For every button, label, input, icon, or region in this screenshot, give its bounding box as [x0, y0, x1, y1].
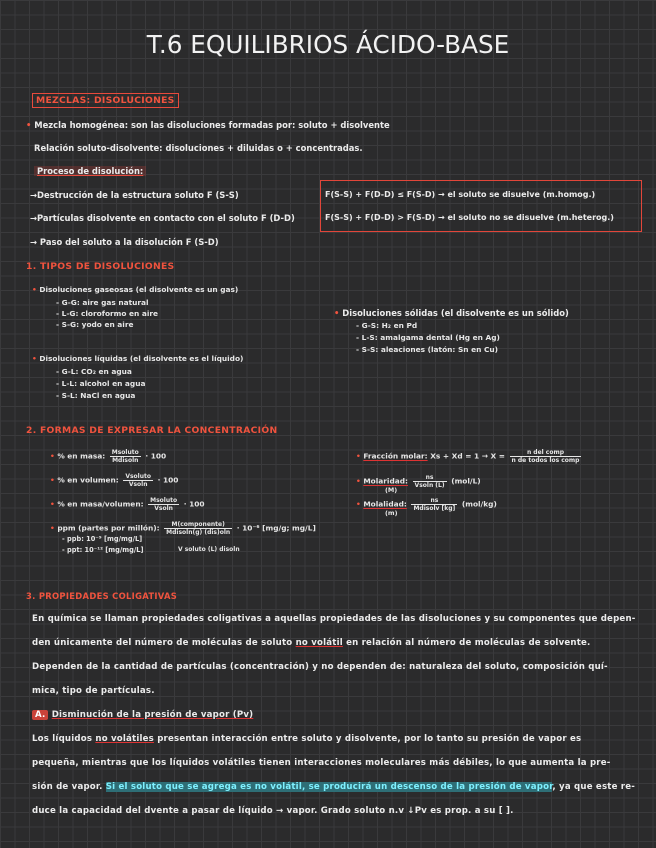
q1b: presentan interacción entre soluto y disolvente, por lo tanto su presión de vapor es	[157, 734, 582, 744]
ppm-fraction	[164, 521, 232, 536]
q3b: , ya que este re-	[552, 782, 636, 792]
mezcla-line	[26, 120, 390, 130]
ppm-label: ppm (partes por millón):	[57, 523, 160, 533]
liquidas-item-1: - G-L: CO₂ en agua	[56, 367, 132, 376]
vol-label: % en volumen:	[57, 475, 119, 485]
masavol-formula	[50, 497, 205, 512]
fraccion-eq: Xs + Xd = 1 → X =	[430, 451, 505, 461]
box-line-2: F(S-S) + F(D-D) > F(S-D) → el soluto no se disuelve (m.heterog.)	[325, 213, 614, 222]
molalidad-fraction	[411, 497, 457, 512]
gaseosas-title	[32, 285, 238, 294]
disolucion-condition-box	[320, 180, 642, 232]
bullet-icon: •	[356, 476, 361, 486]
solidas-item-2: - L-S: amalgama dental (Hg en Ag)	[356, 333, 500, 342]
page-title: T.6 EQUILIBRIOS ÁCIDO-BASE	[146, 30, 510, 59]
gaseosas-item-2: - L-G: cloroformo en aire	[56, 309, 159, 318]
molaridad-symbol: (M)	[385, 486, 398, 494]
ppt-line: - ppt: 10⁻¹² [mg/mg/L]	[62, 546, 144, 554]
molalidad-label: Molalidad:	[363, 499, 407, 509]
step-3: → Paso del soluto a la disolución F (S-D)	[30, 237, 219, 247]
q-line-2: pequeña, mientras que los líquidos volátiles tienen interacciones moleculares más débiles, lo que aumenta la pre-	[32, 758, 611, 768]
ppm-den: Mdisoln(g) (dis)oln	[166, 529, 231, 536]
molaridad-unit: (mol/L)	[451, 476, 481, 486]
liquidas-item-3: - S-L: NaCl en agua	[56, 391, 136, 400]
bullet-icon: •	[26, 120, 32, 130]
mv-tail: · 100	[183, 499, 205, 509]
bullet-icon: •	[32, 285, 37, 294]
vol-den: Vsoln	[128, 481, 148, 488]
liquidas-title	[32, 354, 243, 363]
fraccion-num: n del comp	[510, 449, 582, 457]
q3-highlight: Si el soluto que se agrega es no volátil, se producirá un descenso de la presión de vapor	[105, 782, 553, 792]
gaseosas-item-1: - G-G: aire gas natural	[56, 298, 149, 307]
liquidas-item-2: - L-L: alcohol en agua	[56, 379, 146, 388]
mezcla-text: son las disoluciones formadas por: soluto + disolvente	[131, 120, 390, 130]
ppm-num: M(componente)	[164, 521, 232, 529]
mezcla-label: Mezcla homogénea:	[34, 120, 129, 130]
vdisoln-note: V soluto (L) disoln	[178, 546, 240, 553]
bullet-icon: •	[50, 499, 55, 509]
bullet-icon: •	[356, 499, 361, 509]
fraccion-den: n de todos los comp	[511, 457, 580, 464]
bullet-icon: •	[334, 308, 340, 318]
molaridad-fraction	[413, 474, 447, 489]
bullet-icon: •	[32, 354, 37, 363]
liquidas-title-text: Disoluciones líquidas (el disolvente es el líquido)	[39, 354, 244, 363]
mv-fraction	[148, 497, 179, 512]
molaridad-formula	[356, 474, 481, 489]
vol-tail: · 100	[157, 475, 179, 485]
para-line-1: En química se llaman propiedades coligativas a aquellas propiedades de las disoluciones y su componentes que depen-	[32, 614, 636, 624]
relacion-line: Relación soluto-disolvente: disoluciones + diluidas o + concentradas.	[34, 143, 363, 153]
q-line-1	[32, 734, 581, 744]
heading-mezclas: MEZCLAS: DISOLUCIONES	[32, 93, 179, 108]
solidas-item-1: - G-S: H₂ en Pd	[356, 321, 418, 330]
gaseosas-title-text: Disoluciones gaseosas (el disolvente es un gas)	[39, 285, 239, 294]
ppm-formula	[50, 521, 316, 536]
solidas-title-text: Disoluciones sólidas (el disolvente es un sólido)	[342, 308, 569, 318]
para-line-2	[32, 638, 591, 648]
para-2b: en relación al número de moléculas de solvente.	[346, 638, 591, 648]
masa-formula	[50, 449, 166, 464]
masa-fraction	[110, 449, 141, 464]
molaridad-num: ns	[413, 474, 447, 482]
masa-num: Msoluto	[111, 449, 139, 456]
heading-formas: 2. FORMAS DE EXPRESAR LA CONCENTRACIÓN	[26, 425, 278, 436]
ppm-tail: · 10⁻⁶ [mg/g; mg/L]	[236, 523, 316, 533]
solidas-item-3: - S-S: aleaciones (latón: Sn en Cu)	[356, 345, 499, 354]
para-2a: den únicamente del número de moléculas de soluto	[32, 638, 293, 648]
molaridad-label: Molaridad:	[363, 476, 408, 486]
bullet-icon: •	[356, 451, 361, 461]
proceso-heading: Proceso de disolución:	[34, 166, 146, 176]
vol-fraction	[123, 473, 153, 488]
bullet-icon: •	[50, 475, 55, 485]
fraccion-fraction	[510, 449, 582, 464]
para-2-underline: no volátil	[295, 638, 343, 648]
masa-tail: · 100	[145, 451, 167, 461]
mv-den: Vsoln	[154, 505, 173, 512]
molalidad-formula	[356, 497, 497, 512]
fraccion-formula	[356, 449, 583, 464]
solidas-title	[334, 308, 569, 318]
mv-num: Msoluto	[150, 497, 178, 504]
q1-underline: no volátiles	[95, 734, 154, 744]
vol-num: Vsoluto	[125, 473, 151, 480]
q-line-4: duce la capacidad del dvente a pasar de líquido → vapor. Grado soluto n.v ↓Pv es prop. a su [ ].	[32, 806, 514, 816]
subsection-title: Disminución de la presión de vapor (Pv)	[51, 710, 254, 720]
heading-tipos: 1. TIPOS DE DISOLUCIONES	[26, 261, 175, 272]
masa-label: % en masa:	[57, 451, 106, 461]
mv-label: % en masa/volumen:	[57, 499, 144, 509]
step-2: →Partículas disolvente en contacto con el soluto F (D-D)	[30, 213, 295, 223]
subsection-a	[32, 710, 253, 720]
molaridad-den: Vsoln (L)	[414, 482, 445, 489]
q3a: sión de vapor.	[32, 782, 103, 792]
bullet-icon: •	[50, 451, 55, 461]
bullet-icon: •	[50, 523, 55, 533]
para-line-4: mica, tipo de partículas.	[32, 686, 155, 696]
para-line-3: Dependen de la cantidad de partículas (concentración) y no dependen de: naturaleza del soluto, composición quí-	[32, 662, 608, 672]
molalidad-num: ns	[411, 497, 457, 505]
step-1: →Destrucción de la estructura soluto F (S-S)	[30, 190, 239, 200]
masa-den: Mdisoln	[112, 457, 139, 464]
molalidad-symbol: (m)	[385, 509, 398, 517]
subsection-label: A.	[32, 710, 48, 720]
gaseosas-item-3: - S-G: yodo en aire	[56, 320, 134, 329]
fraccion-label: Fracción molar:	[363, 451, 428, 461]
molalidad-unit: (mol/kg)	[461, 499, 497, 509]
volumen-formula	[50, 473, 178, 488]
box-line-1: F(S-S) + F(D-D) ≤ F(S-D) → el soluto se disuelve (m.homog.)	[325, 190, 596, 199]
q-line-3	[32, 782, 635, 792]
molalidad-den: Mdisolv [kg]	[413, 505, 456, 512]
q1a: Los líquidos	[32, 734, 93, 744]
ppb-line: - ppb: 10⁻⁹ [mg/mg/L]	[62, 535, 143, 543]
heading-propiedades: 3. PROPIEDADES COLIGATIVAS	[26, 591, 178, 601]
